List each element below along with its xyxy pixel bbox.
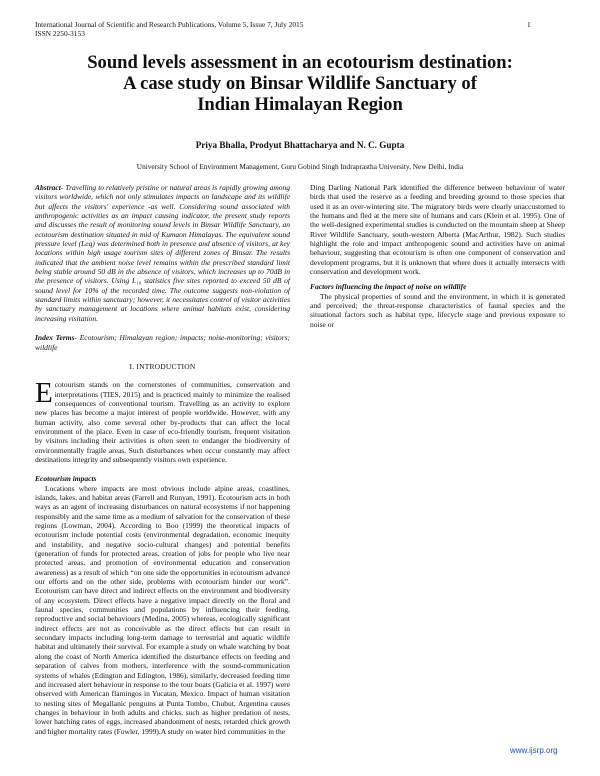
- index-terms: [35, 333, 290, 352]
- factors-paragraph: The physical properties of sound and the environment, in which it is generated and perceived; the threat-response characteristics of faunal species and the situational factors such as habitat type, lifecycle stage and previous exposure to noise or: [310, 291, 565, 329]
- author-list: Priya Bhalla, Prodyut Bhattacharya and N. C. Gupta: [195, 140, 405, 150]
- section-heading-introduction: I. INTRODUCTION: [129, 361, 196, 371]
- abstract-text: - Travelling to relatively pristine or natural areas is rapidly growing among visitors worldwide, which not only stimulates impacts on landscape and its wildlife but affects the visitors' experience -as well. Considering sound associated with anthropogenic activities as an impact causing indicator, the present study reports and discusses the result of monitoring sound levels in Binsar Wildlife Sanctuary, an ecotourism destination situated in mid of Kumaon Himalayas. The equivalent sound pressure level (Leq) was determined both in presence and absence of visitors, at key locations within high usage tourism sites of different zones of Binsar. The results indicated that the ambient noise level remains within the prescribed standard limit being stable around 50 dB in the absence of visitors, which increases up to 70dB in the presence of visitors. Using L₁₀ statistics five sites reported to exceed 50 dB of sound level for 10% of the recorded time. The outcome suggests non-violation of standard limits within sanctuary; however, it necessitates control of visitor activities by sanctuary management at locations where animal habitats exist, considering increasing visitation.: [35, 183, 290, 323]
- right-column: [310, 183, 565, 329]
- subheading-factors-noise: Factors influencing the impact of noise on wildlife: [310, 282, 467, 292]
- journal-citation: International Journal of Scientific and Research Publications, Volume 5, Issue 7, July 2015: [35, 20, 304, 29]
- ecotourism-impacts-paragraph: Locations where impacts are most obvious include alpine areas, coastlines, islands, lakes, and habitat areas (Farrell and Runyan, 1991). Ecotourism acts in both ways as an agent of increasing disturbances on natural ecosystems if not happening responsibly and the same time as a medium of salvation for the conservation of these regions (Lowman, 2004). According to Boo (1999) the theoretical impacts of ecotourism include potential costs (environmental degradation, economic inequity and instability, and negative socio-cultural changes) and potential benefits (generation of funds for protected areas, creation of jobs for people who live near protected areas, and promotion of environmental education and conservation awareness) as a result of which “on one side the opportunities in ecotourism advance our efforts and on the other side, problems with ecotourism hinder our work”. Ecotourism can have direct and indirect effects on the environment and biodiversity of any ecosystem. Direct effects have a negative impact directly on the floral and faunal species, communities and populations by influencing their feeding, reproductive and social behaviours (Medina, 2005) whereas, ecologically significant indirect effects are not as conceivable as the direct effects but can result in secondary impacts including long-term damage to terrestrial and aquatic wildlife habitat and ultimately their survival. For example a study on whale watching by boat along the coast of North America identified the disturbance effects on feeding and separation of calves from mothers, interference with the sound-communication systems of whales (Edington and Edington, 1986), similarly, decreased feeding time and increased alert behaviour in response to the tour boats (Galicia et al. 1997) were observed with American flamingos in Yucatan, Mexico. Impact of human visitation to nesting sites of Megallanic penguins at Punta Tombo, Chubut, Argentina causes changes in behaviour in both adults and chicks, such as higher predation of nests, lower hatching rates of eggs, increased abandonment of nests, retarded chick growth and higher mortality rates (Fowler, 1999).A study on water bird communities in the: [35, 483, 290, 736]
- intro-text: cotourism stands on the cornerstones of communities, conservation and interpretations (TIES, 2015) and is practiced mainly to minimize the realised consequences of conventional tourism. Travelling as an activity to explore new places has become a major interest of people worldwide. However, with any human activity, also come several other by-products that can affect the local environment of the place. Even in case of eco-friendly tourism, frequent visitation by visitors including their activities is often seen to endanger the biodiversity of environmentally fragile areas. Such disturbances when occur constantly may affect destinations integrity and subsequently visitors own experience.: [35, 380, 290, 464]
- issn: ISSN 2250-3153: [35, 29, 85, 38]
- page-number: 1: [527, 20, 531, 29]
- paper-title: [30, 52, 570, 115]
- journal-header: [35, 20, 303, 38]
- ecotourism-impacts-continued: Ding Darling National Park identified the difference between behaviour of water birds that used the reserve as a feeding and breeding ground to those species that used it as an over-wintering site. The migratory birds were clearly unaccustomed to the humans and fled at the mere site of humans and cars (Klein et al. 1995). One of the well-designed experimental studies is conducted on the mountain sheep at Sheep River Wildlife Sanctuary, south-western Alberta (MacArthur, 1982). Such studies highlight the role and impact anthropogenic sound and activities have on animal behaviour, suggesting that ecotourism is often one component of conservation and development programs, but it is unknown that where does it actually intersects with conservation and development work.: [310, 183, 565, 277]
- index-terms-text: - Ecotourism; Himalayan region; impacts; noise-monitoring; visitors; wildlife: [35, 333, 291, 352]
- footer-link[interactable]: www.ijsrp.org: [510, 746, 558, 755]
- drop-cap: E: [35, 377, 53, 410]
- title-line-1: Sound levels assessment in an ecotourism destination:: [87, 52, 513, 73]
- intro-paragraph: [35, 377, 290, 464]
- left-column: [35, 183, 290, 736]
- abstract-label: Abstract: [35, 183, 61, 192]
- title-line-3: Indian Himalayan Region: [197, 94, 403, 115]
- title-line-2: A case study on Binsar Wildlife Sanctuary of: [123, 73, 477, 94]
- affiliation: University School of Environment Management, Guru Gobind Singh Indraprastha University, New Delhi, India: [136, 162, 464, 171]
- subheading-ecotourism-impacts: Ecotourism impacts: [35, 474, 97, 484]
- index-terms-label: Index Terms: [35, 333, 75, 343]
- abstract: [35, 183, 290, 323]
